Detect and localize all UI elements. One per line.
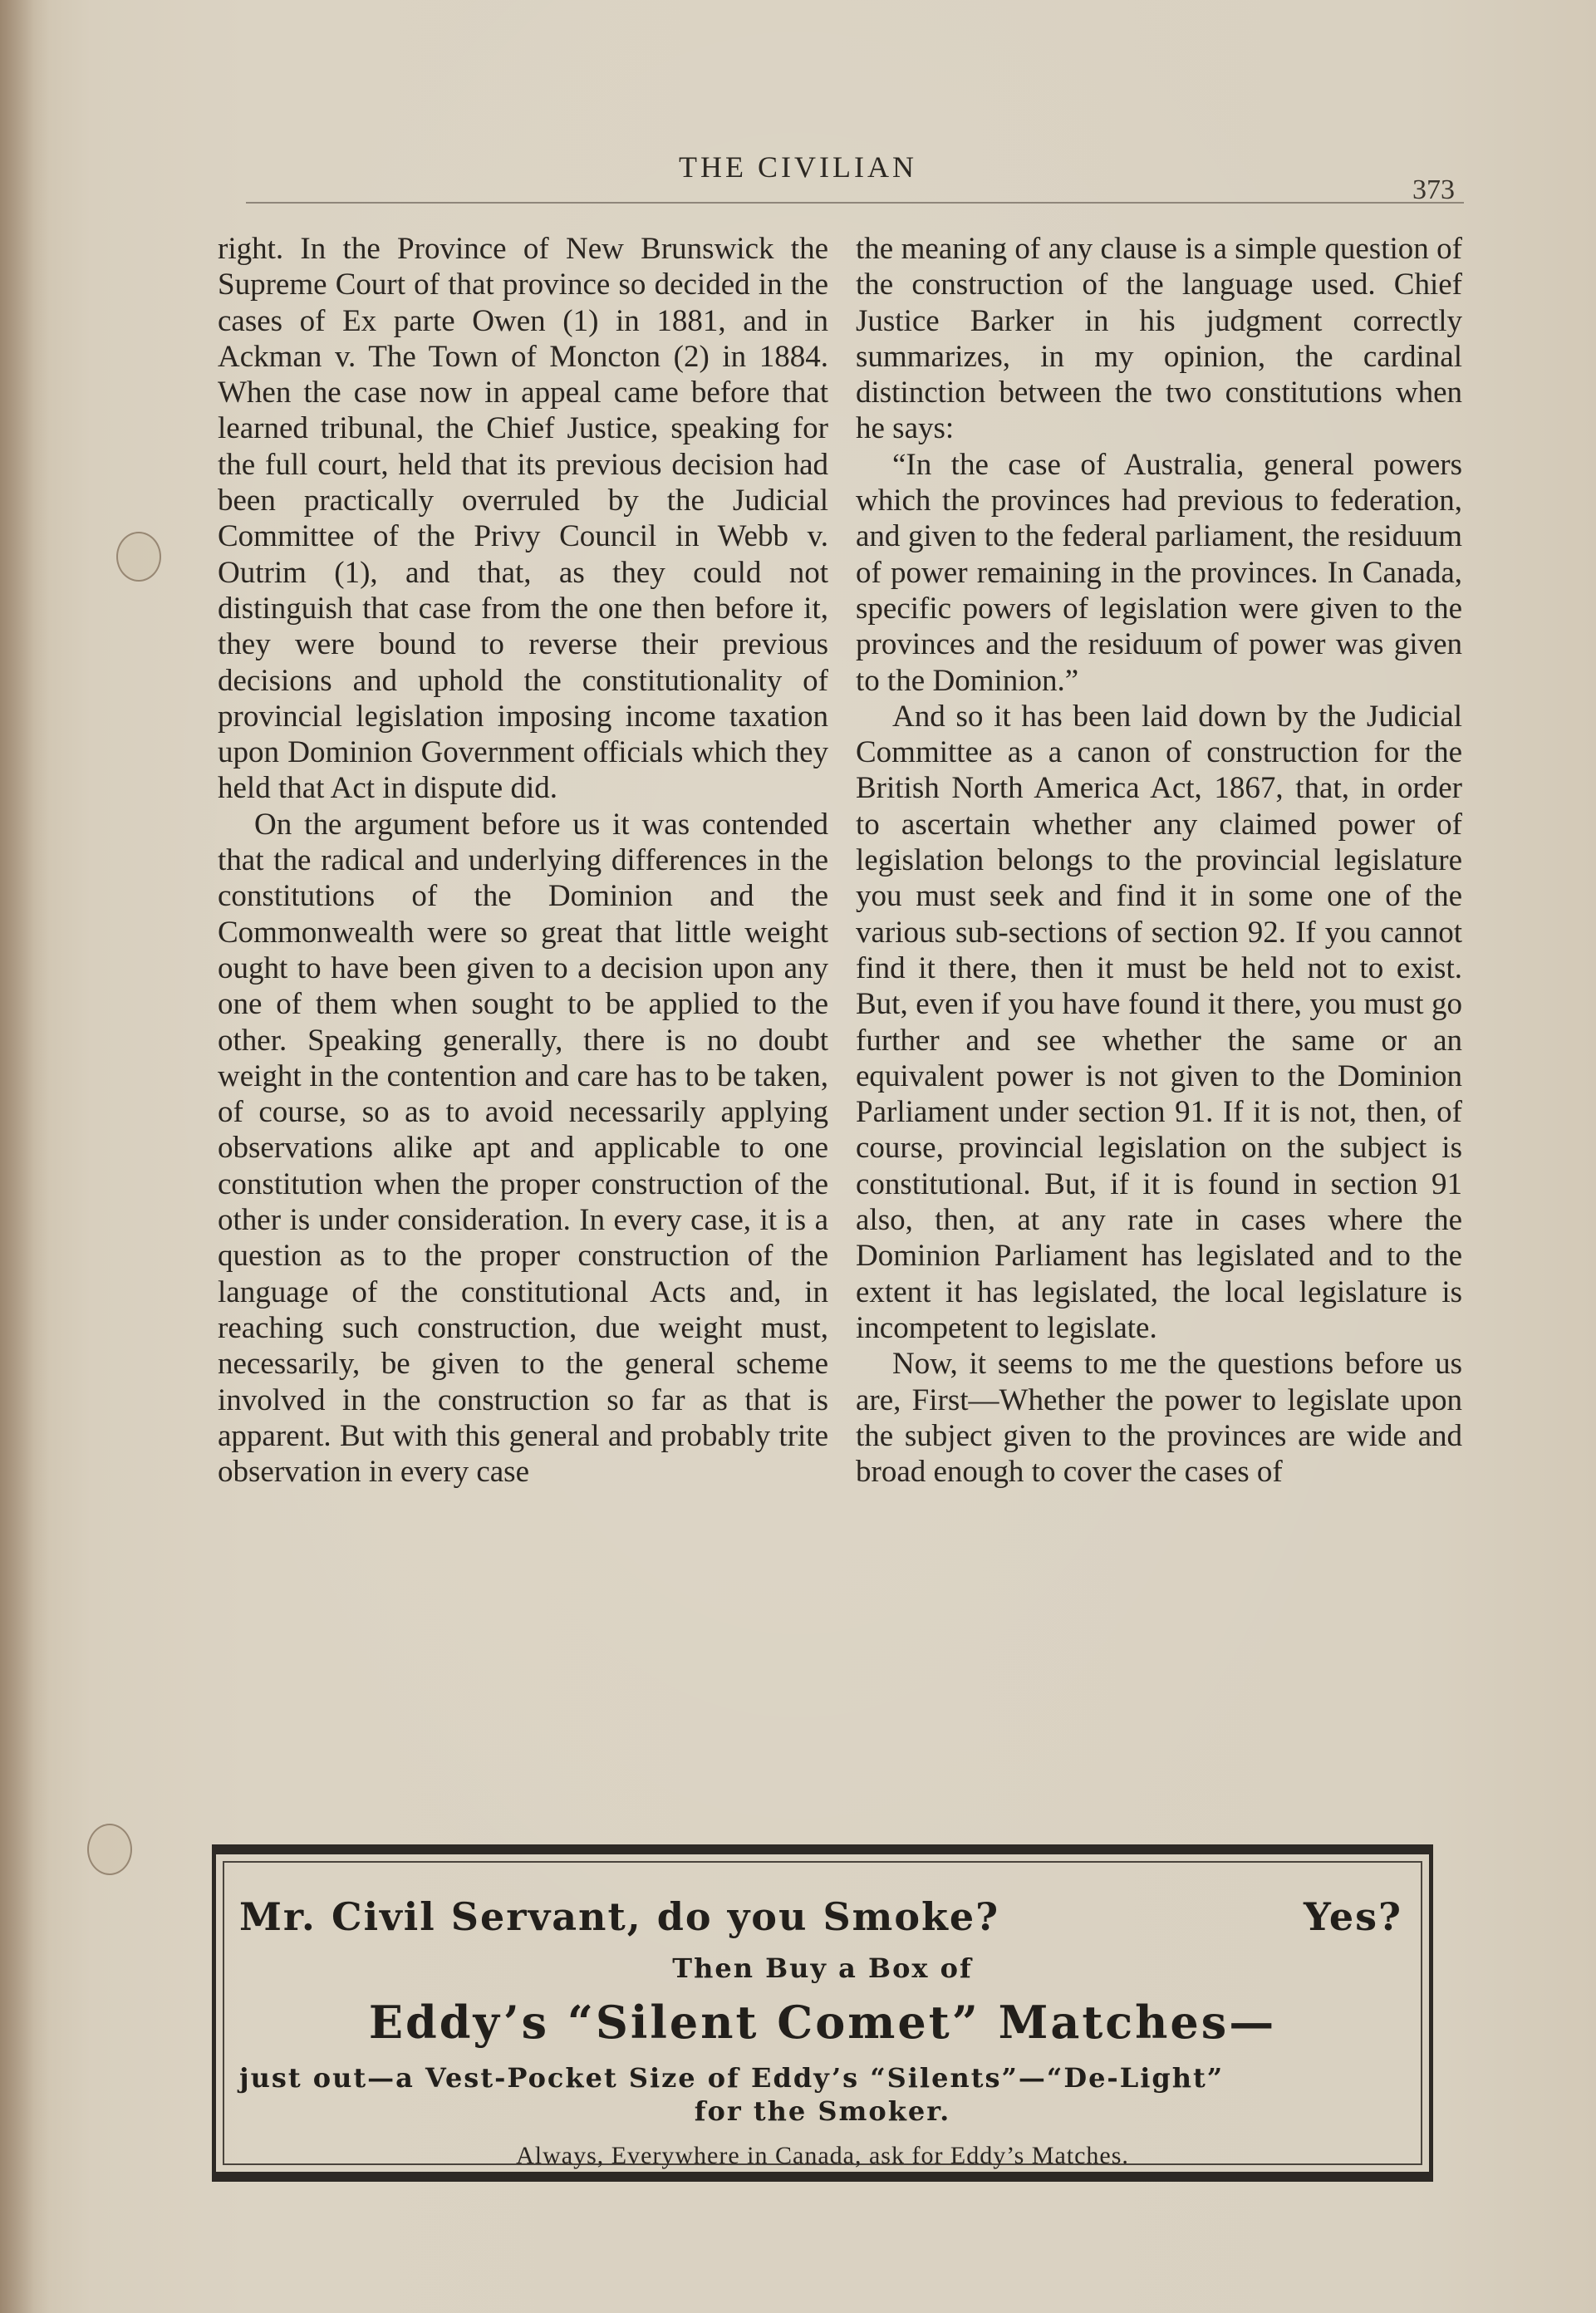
header-rule xyxy=(246,202,1464,204)
ad-details-line: just out—a Vest-Pocket Size of Eddy’s “Silents”—“De-Light” xyxy=(239,2062,1225,2094)
ad-subheadline: Then Buy a Box of xyxy=(672,1952,973,1984)
paragraph: On the argument before us it was contended that the radical and underlying differences in the constitutions of the Dominion and the Commonwealth were so great that little weight ought to have been given to a decision upon any one of them when sought to be applied to the other. Speaking generally, there is no doubt weight in the contention and care has to be taken, of course, so as to avoid necessarily applying observations alike apt and applicable to one constitution when the proper construction of the other is under consideration. In every case, it is a question as to the proper construction of the language of the constitutional Acts and, in reaching such construction, due weight must, necessarily, be given to the general scheme involved in the construction so far as that is apparent. But with this general and probably trite observation in every case xyxy=(218,807,828,1490)
paragraph: And so it has been laid down by the Judicial Committee as a canon of construction for the British North America Act, 1867, that, in order to ascertain whether any claimed power of legislation belongs to the provincial legislature you must seek and find it in some one of the various sub-sections of section 92. If you cannot find it there, then it must be held not to exist. But, even if you have found it there, you must go further and see whether the same or an equivalent power is not given to the Dominion Parliament under section 91. If it is not, then, of course, provincial legislation on the subject is constitutional. But, if it is found in section 91 also, then, at any rate in cases where the Dominion Parliament has legislated and to the extent it has legislated, the local legislature is incompetent to legislate. xyxy=(856,699,1462,1345)
quotation-paragraph: “In the case of Australia, general powers which the provinces had previous to federation, and given to the federal parliament, the residuum of power remaining in the provinces. In Canada, specific powers of legislation were given to the provinces and the residuum of power was given to the Dominion.” xyxy=(856,447,1462,698)
publication-title: THE CIVILIAN xyxy=(679,150,917,184)
punch-hole-mark xyxy=(87,1824,132,1875)
binding-edge xyxy=(0,0,50,2313)
matches-advertisement xyxy=(212,1844,1433,2182)
ad-headline xyxy=(224,1894,1421,1939)
ad-footer: Always, Everywhere in Canada, ask for Eddy’s Matches. xyxy=(516,2142,1129,2169)
left-text-column xyxy=(218,231,828,1490)
right-text-column xyxy=(856,231,1462,1490)
paragraph: the meaning of any clause is a simple question of the construction of the language used. Chief Justice Barker in his judgment correctly summarizes, in my opinion, the cardinal distinction between the two constitutions when he says: xyxy=(856,232,1462,446)
page-number: 373 xyxy=(1412,174,1455,205)
ad-details-line: for the Smoker. xyxy=(694,2095,951,2127)
punch-hole-mark xyxy=(116,532,161,582)
ad-headline-answer: Yes? xyxy=(1304,1894,1402,1939)
paragraph: Now, it seems to me the questions before us are, First—Whether the power to legislate upon the subject given to the provinces are wide and broad enough to cover the cases of xyxy=(856,1347,1462,1490)
advertisement-inner-border xyxy=(223,1861,1422,2169)
ad-headline-question: Mr. Civil Servant, do you Smoke? xyxy=(239,1894,1000,1939)
paragraph: right. In the Province of New Brunswick the Supreme Court of that province so decided in the cases of Ex parte Owen (1) in 1881, and in Ackman v. The Town of Moncton (2) in 1884. When the case now in appeal came before that learned tribunal, the Chief Justice, speaking for the full court, held that its previous decision had been practically overruled by the Judicial Committee of the Privy Council in Webb v. Outrim (1), and that, as they could not distinguish that case from the one then before it, they were bound to reverse their previous decisions and uphold the constitutionality of provincial legislation imposing income taxation upon Dominion Government officials which they held that Act in dispute did. xyxy=(218,232,828,806)
ad-product-name: Eddy’s “Silent Comet” Matches— xyxy=(368,1996,1277,2049)
